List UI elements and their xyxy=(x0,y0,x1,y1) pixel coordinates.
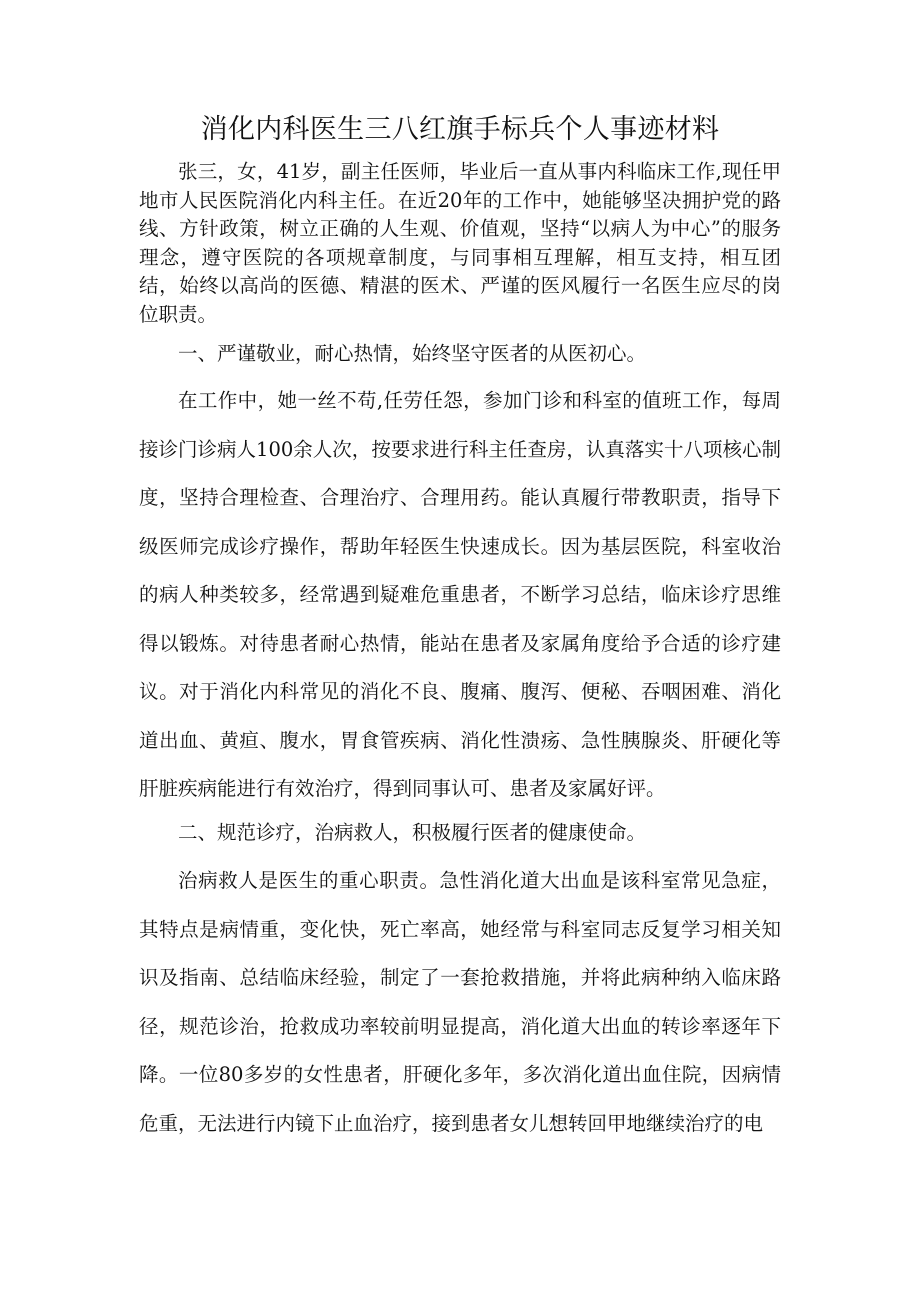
section-paragraph-standard-treatment: 治病救人是医生的重心职责。急性消化道大出血是该科室常见急症，其特点是病情重，变化快，死亡率高，她经常与科室同志反复学习相关知识及指南、总结临床经验，制定了一套抢救措施，并将此病种纳入临床路径，规范诊治，抢救成功率较前明显提高，消化道大出血的转诊率逐年下降。一位80多岁的女性患者，肝硬化多年，多次消化道出血住院，因病情危重，无法进行内镜下止血治疗，接到患者女儿想转回甲地继续治疗的电 xyxy=(139,869,781,1135)
section-paragraph-rigor: 在工作中，她一丝不苟,任劳任怨，参加门诊和科室的值班工作，每周接诊门诊病人100余人次，按要求进行科主任查房，认真落实十八项核心制度，坚持合理检查、合理治疗、合理用药。能认真履行带教职责，指导下级医师完成诊疗操作，帮助年轻医生快速成长。因为基层医院，科室收治的病人种类较多，经常遇到疑难危重患者，不断学习总结，临床诊疗思维得以锻炼。对待患者耐心热情，能站在患者及家属角度给予合适的诊疗建议。对于消化内科常见的消化不良、腹痛、腹泻、便秘、吞咽困难、消化道出血、黄疸、腹水，胃食管疾病、消化性溃疡、急性胰腺炎、肝硬化等肝脏疾病能进行有效治疗，得到同事认可、患者及家属好评。 xyxy=(139,389,781,800)
section-heading-standard-treatment: 二、规范诊疗，治病救人，积极履行医者的健康使命。 xyxy=(178,821,647,844)
document-title: 消化内科医生三八红旗手标兵个人事迹材料 xyxy=(200,114,720,145)
section-heading-rigor: 一、严谨敬业，耐心热情，始终坚守医者的从医初心。 xyxy=(178,342,647,365)
introduction-paragraph: 张三，女，41岁，副主任医师，毕业后一直从事内科临床工作,现任甲地市人民医院消化内科主任。在近20年的工作中，她能够坚决拥护党的路线、方针政策，树立正确的人生观、价值观，坚持“以病人为中心”的服务理念，遵守医院的各项规章制度，与同事相互理解，相互支持，相互团结，始终以高尚的医德、精湛的医术、严谨的医风履行一名医生应尽的岗位职责。 xyxy=(139,160,781,326)
